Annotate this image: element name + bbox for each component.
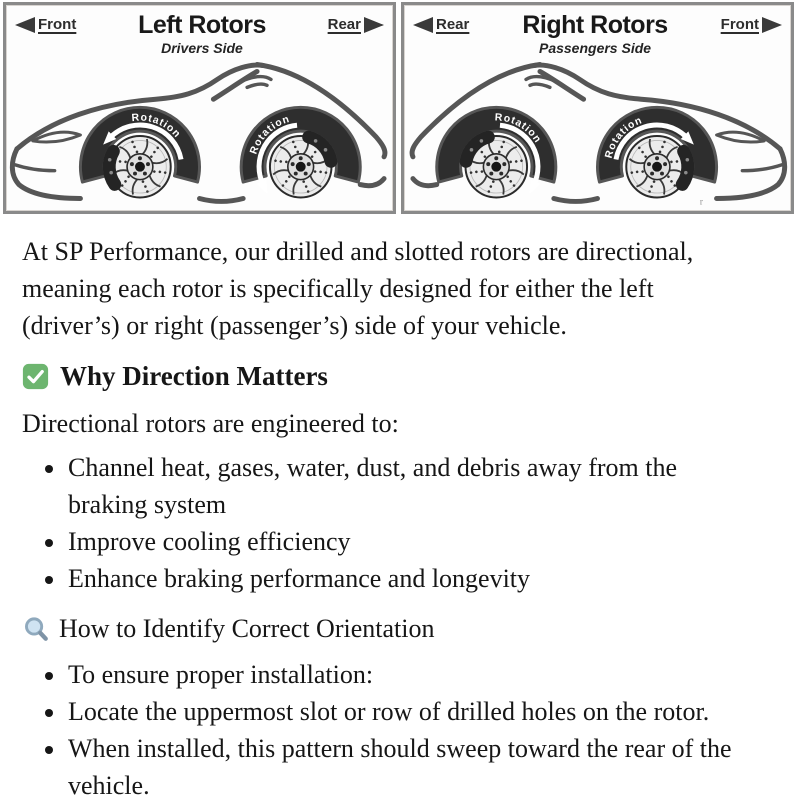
arrow-left-icon: [15, 17, 35, 33]
list-item: • When installed, this pattern should sweep toward the rear of the vehicle.: [67, 730, 775, 804]
front-direction-label: Front: [15, 16, 76, 33]
intro-line: meaning each rotor is specifically designed for either the left: [22, 274, 654, 303]
intro-paragraph: [22, 233, 775, 344]
list-item: • Improve cooling efficiency: [67, 523, 775, 560]
rotation-label-front: Rotation: [131, 112, 183, 141]
heading-text: How to Identify Correct Orientation: [59, 614, 435, 643]
panel-title: Left Rotors: [138, 11, 266, 39]
benefits-lead: Directional rotors are engineered to:: [22, 409, 399, 438]
left-rotors-panel: [3, 2, 396, 214]
panel-subtitle: Drivers Side: [161, 40, 243, 56]
left-panel-titles: [138, 13, 266, 55]
rear-direction-label: Rear: [328, 16, 384, 33]
right-rotors-panel: [401, 2, 794, 214]
stray-mark: r: [699, 196, 704, 208]
right-car-illustration: [405, 51, 790, 209]
rotation-label-front: Rotation: [603, 115, 645, 160]
list-item: • Enhance braking performance and longevity: [67, 560, 775, 597]
right-panel-titles: [522, 13, 667, 55]
rotation-label-rear: Rotation: [494, 112, 544, 146]
arrow-right-icon: [364, 17, 384, 33]
orientation-list: [22, 656, 775, 804]
list-item: • To ensure proper installation:: [67, 656, 775, 693]
article: [0, 214, 800, 804]
rotation-label-rear: Rotation: [248, 113, 292, 156]
list-item: • Channel heat, gases, water, dust, and debris away from the braking system: [67, 449, 775, 523]
rotor-direction-diagram: [0, 0, 800, 214]
rear-direction-label: Rear: [413, 16, 469, 33]
front-direction-label: Front: [721, 16, 782, 33]
panel-title: Right Rotors: [522, 11, 668, 39]
list-item: • Locate the uppermost slot or row of drilled holes on the rotor.: [67, 693, 775, 730]
arrow-right-icon: [762, 17, 782, 33]
left-panel-header: [6, 5, 393, 56]
intro-line: (driver’s) or right (passenger’s) side of your vehicle.: [22, 311, 567, 340]
section-heading-identify-orientation: [22, 614, 775, 644]
section-heading-why-direction-matters: [22, 361, 775, 392]
benefits-list: [22, 449, 775, 597]
right-panel-header: [404, 5, 791, 56]
arrow-left-icon: [413, 17, 433, 33]
panel-subtitle: Passengers Side: [538, 40, 652, 56]
left-car-illustration: [7, 51, 392, 209]
intro-line: At SP Performance, our drilled and slotted rotors are directional,: [22, 237, 694, 266]
heading-text: Why Direction Matters: [60, 361, 328, 391]
magnifier-icon: [22, 615, 51, 644]
check-icon: [22, 363, 49, 390]
